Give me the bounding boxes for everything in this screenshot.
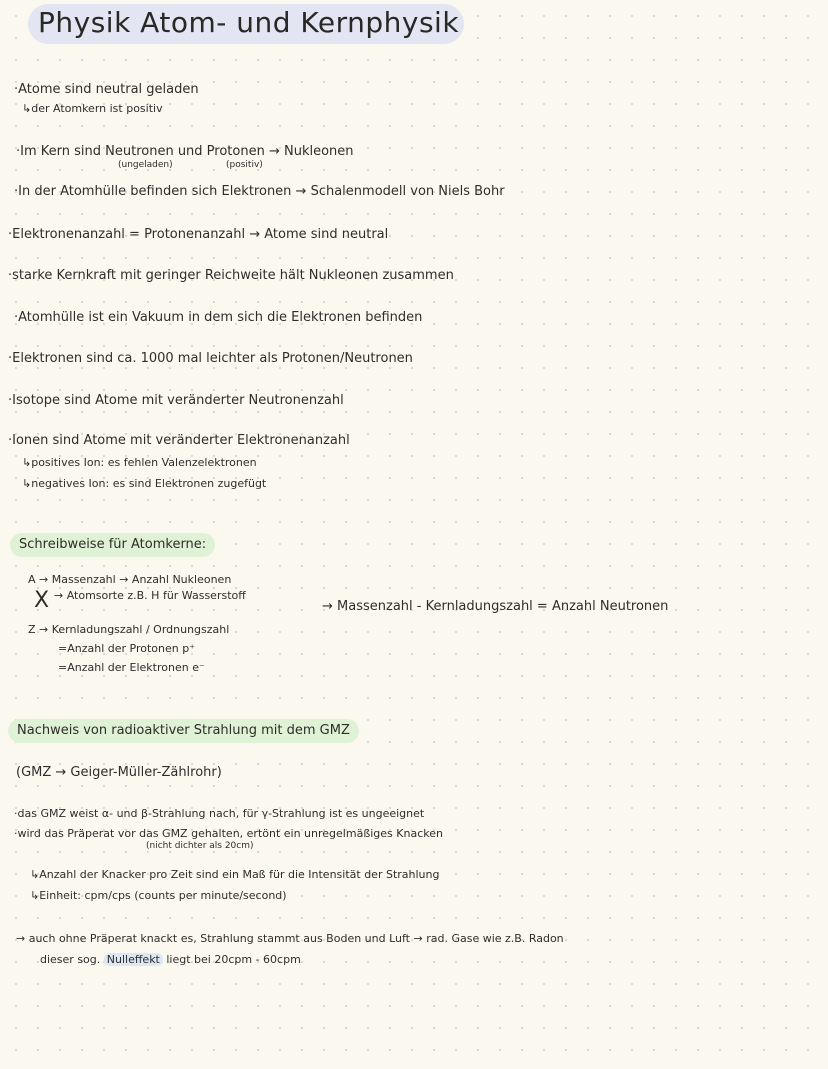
bullet-nucleus-positive: ↳der Atomkern ist positiv	[22, 102, 163, 115]
bullet-atoms-neutral: ·Atome sind neutral geladen	[14, 82, 199, 97]
notation-electron-count: =Anzahl der Elektronen e⁻	[58, 661, 205, 674]
gmz-crackling: ·wird das Präperat vor das GMZ gehalten, ertönt ein unregelmäßiges Knacken	[14, 827, 443, 840]
bullet-negative-ion: ↳negatives Ion: es sind Elektronen zugefügt	[22, 477, 267, 490]
gmz-zero-effect	[40, 952, 301, 968]
zero-effect-suffix: liegt bei 20cpm - 60cpm	[166, 953, 301, 966]
gmz-unit: ↳Einheit: cpm/cps (counts per minute/second)	[30, 889, 287, 902]
bullet-electron-mass: ·Elektronen sind ca. 1000 mal leichter als Protonen/Neutronen	[8, 351, 413, 366]
gmz-background-radiation: → auch ohne Präperat knackt es, Strahlung stammt aus Boden und Luft → rad. Gase wie z.B. Radon	[16, 932, 564, 945]
gmz-distance-note: (nicht dichter als 20cm)	[146, 841, 254, 851]
page-title: Physik Atom- und Kernphysik	[38, 6, 460, 39]
bullet-electron-shell: ·In der Atomhülle befinden sich Elektronen → Schalenmodell von Niels Bohr	[14, 184, 505, 199]
bullet-strong-force: ·starke Kernkraft mit geringer Reichweite hält Nukleonen zusammen	[8, 268, 454, 283]
notation-atomic-number: Z → Kernladungszahl / Ordnungszahl	[28, 623, 230, 636]
gmz-heading: Nachweis von radioaktiver Strahlung mit dem GMZ	[8, 719, 359, 743]
bullet-electron-count: ·Elektronenanzahl = Protonenanzahl → Atome sind neutral	[8, 227, 389, 242]
notation-element-type: → Atomsorte z.B. H für Wasserstoff	[54, 589, 246, 602]
bullet-positive-ion: ↳positives Ion: es fehlen Valenzelektronen	[22, 456, 257, 469]
zero-effect-prefix: dieser sog.	[40, 953, 101, 966]
bullet-nucleons: ·Im Kern sind Neutronen und Protonen → Nukleonen	[16, 144, 354, 159]
bullet-vacuum: ·Atomhülle ist ein Vakuum in dem sich die Elektronen befinden	[14, 310, 423, 325]
bullet-ions: ·Ionen sind Atome mit veränderter Elektronenanzahl	[8, 433, 350, 448]
bullet-isotopes: ·Isotope sind Atome mit veränderter Neutronenzahl	[8, 393, 344, 408]
notation-element-symbol: X	[34, 588, 50, 613]
gmz-radiation-types: ·das GMZ weist α- und β-Strahlung nach, für γ-Strahlung ist es ungeeignet	[14, 807, 425, 820]
notation-proton-count: =Anzahl der Protonen p⁺	[58, 642, 196, 655]
zero-effect-term: Nulleffekt	[104, 953, 163, 966]
notation-neutron-formula: → Massenzahl - Kernladungszahl = Anzahl Neutronen	[322, 599, 669, 614]
gmz-intensity: ↳Anzahl der Knacker pro Zeit sind ein Maß für die Intensität der Strahlung	[30, 868, 440, 881]
gmz-definition: (GMZ → Geiger-Müller-Zählrohr)	[16, 765, 222, 780]
notation-heading: Schreibweise für Atomkerne:	[10, 533, 215, 557]
note-protons-positive: (positiv)	[226, 160, 263, 170]
note-neutrons-uncharged: (ungeladen)	[118, 160, 173, 170]
notation-mass-number: A → Massenzahl → Anzahl Nukleonen	[28, 573, 232, 586]
